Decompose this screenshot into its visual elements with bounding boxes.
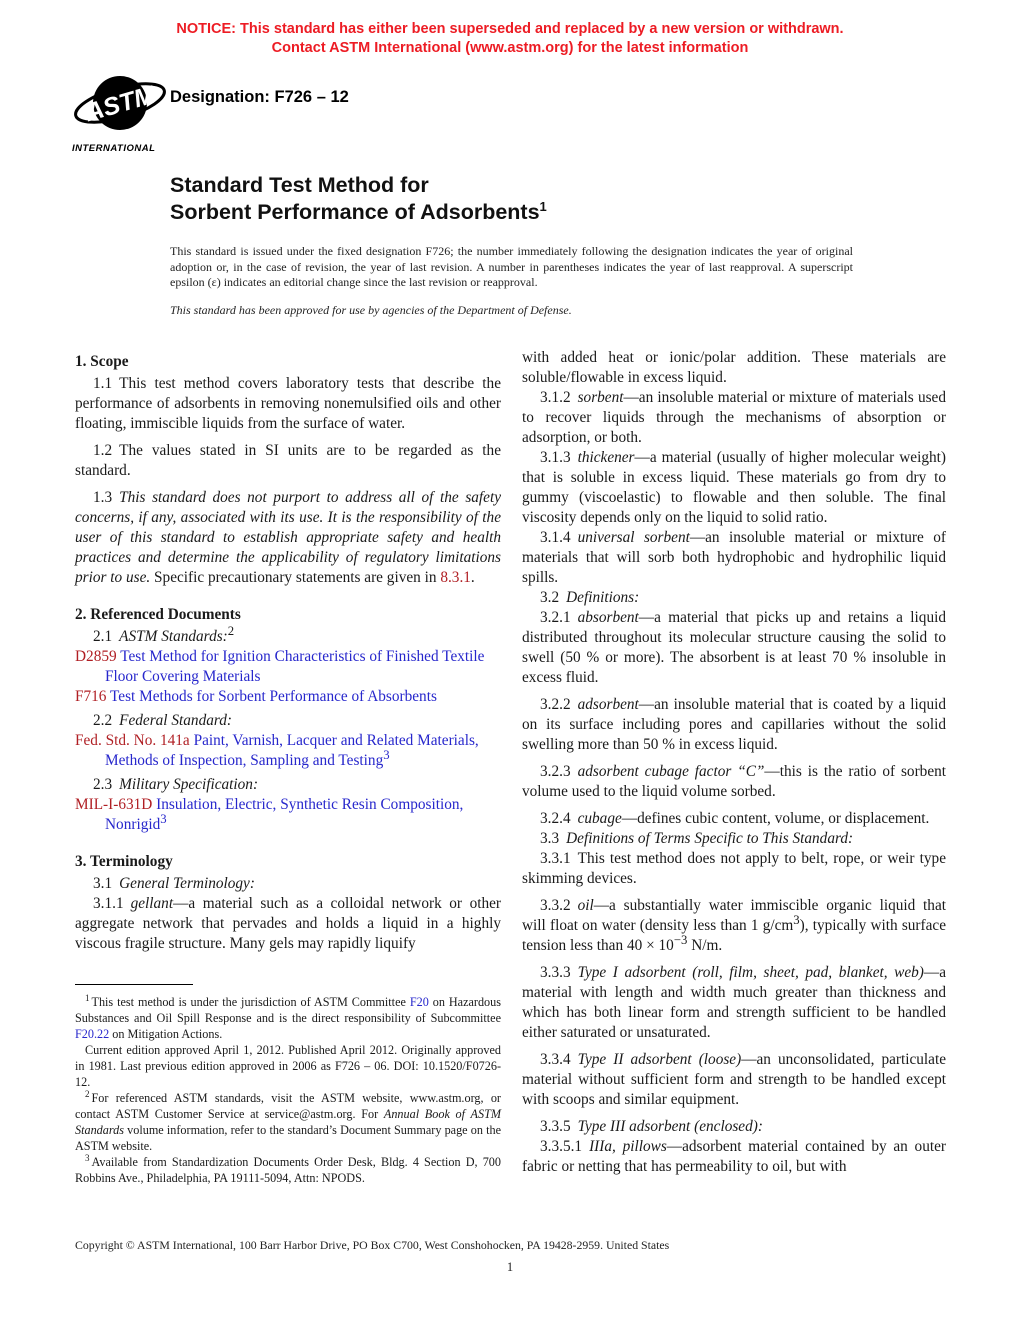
clause-text: This test method covers laboratory tests that describe the performance of adsorbents in removing nonemulsified oils and other floating, immiscible liquids from the surface of water. <box>75 375 501 432</box>
section-1-heading: 1. Scope <box>75 353 129 370</box>
paragraph-3-3-2 <box>522 896 946 956</box>
subsection-title: Type III adsorbent (enclosed): <box>577 1118 763 1135</box>
subsection-3-2 <box>522 588 946 608</box>
astm-d2859-title-link[interactable]: Test Method for Ignition Characteristics of Finished Textile Floor Covering Materials <box>105 648 485 685</box>
defined-term: Type I adsorbent (roll, film, sheet, pad, blanket, web) <box>577 964 924 981</box>
section-2-heading: 2. Referenced Documents <box>75 606 241 623</box>
reference-entry-d2859 <box>75 647 501 687</box>
subsection-title: Federal Standard: <box>119 712 232 729</box>
subsection-3-3-5 <box>522 1117 946 1137</box>
clause-8-3-1-link[interactable]: 8.3.1 <box>440 569 471 586</box>
definition-text: ), typically with surface tension less than 40 × 10 <box>522 917 946 954</box>
astm-logo <box>72 70 172 154</box>
title-footnote-marker: 1 <box>539 198 547 214</box>
committee-f20-link[interactable]: F20 <box>409 995 429 1009</box>
reference-entry-mil <box>75 795 501 835</box>
subsection-3-1 <box>75 874 501 894</box>
astm-f716-title-link[interactable]: Test Methods for Sorbent Performance of Absorbents <box>110 688 437 705</box>
fed-std-141a-link[interactable]: Fed. Std. No. 141a <box>75 732 190 749</box>
left-column <box>75 348 501 954</box>
clause-number: 1.3 <box>93 489 113 506</box>
designation: Designation: F726 – 12 <box>170 88 349 106</box>
subsection-title: ASTM Standards: <box>119 628 228 645</box>
astm-f716-link[interactable]: F716 <box>75 688 107 705</box>
footnote-edition: Current edition approved April 1, 2012. Published April 2012. Originally approved in 1981. Last previous edition approved in 2006 as F726 – 06. DOI: 10.1520/F0726-12. <box>75 1043 501 1089</box>
section-3-heading: 3. Terminology <box>75 853 173 870</box>
paragraph-3-3-5-1 <box>522 1137 946 1177</box>
dod-approval-note: This standard has been approved for use by agencies of the Department of Defense. <box>170 303 572 317</box>
clause-number: 3.3 <box>540 830 560 847</box>
clause-number: 3.1 <box>93 875 113 892</box>
definition-text: —an insoluble material that is coated by a liquid on its surface including pores and capillaries without the solid swelling more than 50 % in excess liquid. <box>522 696 946 753</box>
definition-text: —a material such as a colloidal network or other aggregate network that pervades and holds a liquid in a highly viscous fragile structure. Many gels may rapidly liquify <box>75 895 501 952</box>
defined-term: sorbent <box>577 389 624 406</box>
subsection-2-2 <box>75 711 501 731</box>
footnote-marker: 3 <box>85 1152 90 1163</box>
clause-number: 3.2.2 <box>540 696 571 713</box>
defined-term: thickener <box>577 449 635 466</box>
paragraph-3-2-2 <box>522 695 946 755</box>
clause-number: 3.2.1 <box>540 609 571 626</box>
definition-text: —an insoluble material or mixture of materials used to recover liquids through the mechanisms of absorption or adsorption, or both. <box>522 389 946 446</box>
footnote-ref: 3 <box>383 747 390 762</box>
paragraph-3-2-4 <box>522 809 946 829</box>
clause-number: 1.1 <box>93 375 113 392</box>
clause-text: Specific precautionary statements are given in <box>150 569 441 586</box>
paragraph-3-3-3 <box>522 963 946 1043</box>
subsection-title: General Terminology: <box>119 875 255 892</box>
paragraph-1-1 <box>75 374 501 434</box>
clause-number: 3.1.3 <box>540 449 571 466</box>
footnote-marker: 1 <box>85 992 90 1003</box>
clause-number: 3.3.5 <box>540 1118 571 1135</box>
mil-i-631d-title-link[interactable]: Insulation, Electric, Synthetic Resin Composition, Nonrigid <box>105 796 464 833</box>
definition-text: N/m. <box>687 937 723 954</box>
footnotes-block <box>75 984 501 1186</box>
paragraph-3-1-1 <box>75 894 501 954</box>
exponent: −3 <box>673 932 688 947</box>
clause-text-tail: . <box>470 569 475 586</box>
clause-number: 3.2.4 <box>540 810 571 827</box>
paragraph-3-1-3 <box>522 448 946 528</box>
notice-banner <box>0 20 1020 58</box>
book-title: Annual Book of ASTM Standards <box>75 1107 501 1137</box>
paragraph-1-2 <box>75 441 501 481</box>
footnote-ref: 3 <box>160 811 167 826</box>
astm-d2859-link[interactable]: D2859 <box>75 648 117 665</box>
footnote-marker: 2 <box>85 1088 90 1099</box>
clause-number: 3.3.1 <box>540 850 571 867</box>
footnote-2 <box>75 1090 501 1154</box>
clause-number: 3.3.5.1 <box>540 1138 583 1155</box>
footnote-text: This test method is under the jurisdiction of ASTM Committee <box>91 995 410 1009</box>
definition-text: —a material that picks up and retains a liquid distributed throughout its molecular structure causing the solid to swell (50 % or more). The absorbent is at least 70 % insoluble in excess fluid. <box>522 609 946 686</box>
issuance-note: This standard is issued under the fixed designation F726; the number immediately following the designation indicates the year of original adoption or, in the case of revision, the year of last revision. A number in parentheses indicates the year of last reapproval. A superscript epsilon (ε) indicates an editorial change since the last revision or reapproval. <box>170 244 853 289</box>
subsection-title: Definitions of Terms Specific to This Standard: <box>566 830 854 847</box>
definition-text: —a material (usually of higher molecular weight) that is soluble in excess liquid. These materials go from dry to gummy (viscoelastic) to flowable and then soluble. The final viscosity depends only on the liquid to solid ratio. <box>522 449 946 526</box>
title-line-1: Standard Test Method for <box>170 173 429 197</box>
clause-text: The values stated in SI units are to be regarded as the standard. <box>75 442 501 479</box>
fed-std-141a-title-link[interactable]: Paint, Varnish, Lacquer and Related Materials, Methods of Inspection, Sampling and Testing <box>105 732 479 769</box>
subcommittee-f20-22-link[interactable]: F20.22 <box>75 1027 110 1041</box>
paragraph-3-2-3 <box>522 762 946 802</box>
copyright-line: Copyright © ASTM International, 100 Barr Harbor Drive, PO Box C700, West Conshohocken, PA 19428-2959. United States <box>75 1238 670 1252</box>
paragraph-continuation: with added heat or ionic/polar addition. These materials are soluble/flowable in excess liquid. <box>522 349 946 386</box>
page-number: 1 <box>506 1260 514 1274</box>
paragraph-3-3-1 <box>522 849 946 889</box>
paragraph-3-1-4 <box>522 528 946 588</box>
paragraph-3-1-2 <box>522 388 946 448</box>
definition-text: —a substantially water immiscible organic liquid that will float on water (density less than 1 g/cm <box>522 897 946 934</box>
astm-globe-icon <box>72 70 167 142</box>
clause-number: 3.3.3 <box>540 964 571 981</box>
notice-line-2: Contact ASTM International (www.astm.org) for the latest information <box>271 40 749 56</box>
clause-number: 3.1.4 <box>540 529 571 546</box>
notice-line-1: NOTICE: This standard has either been superseded and replaced by a new version or withdrawn. <box>176 21 844 37</box>
footnote-ref: 2 <box>227 623 235 638</box>
defined-term: oil <box>577 897 594 914</box>
footnote-text: For referenced ASTM standards, visit the ASTM website, www.astm.org, or contact ASTM Customer Service at service@astm.org. For <box>75 1091 501 1121</box>
title-line-2 <box>170 199 547 226</box>
paragraph-1-3 <box>75 488 501 588</box>
subsection-2-1 <box>75 623 501 647</box>
reference-entry-f716 <box>75 687 501 707</box>
footnote-text: Available from Standardization Documents Order Desk, Bldg. 4 Section D, 700 Robbins Ave., Philadelphia, PA 19111-5094, Attn: NPODS. <box>75 1155 501 1185</box>
clause-number: 1.2 <box>93 442 113 459</box>
document-title <box>170 172 547 226</box>
defined-term: absorbent <box>577 609 639 626</box>
caveat-text: This standard does not purport to address all of the safety concerns, if any, associated with its use. It is the responsibility of the user of this standard to establish appropriate safety and health practices and determine the applicability of regulatory limitations prior to use. <box>75 489 501 586</box>
clause-number: 3.1.1 <box>93 895 124 912</box>
defined-term: gellant <box>130 895 174 912</box>
clause-number: 2.1 <box>93 628 113 645</box>
defined-term: cubage <box>577 810 622 827</box>
clause-number: 3.2 <box>540 589 560 606</box>
clause-number: 3.2.3 <box>540 763 571 780</box>
defined-term: adsorbent cubage factor “C” <box>577 763 765 780</box>
paragraph-3-2-1 <box>522 608 946 688</box>
clause-number: 3.3.4 <box>540 1051 571 1068</box>
definition-text: —defines cubic content, volume, or displacement. <box>621 810 930 827</box>
mil-i-631d-link[interactable]: MIL-I-631D <box>75 796 153 813</box>
subsection-2-3 <box>75 775 501 795</box>
definition-text: —this is the ratio of sorbent volume used to the liquid volume sorbed. <box>522 763 947 800</box>
astm-logo-text: ASTM <box>82 80 159 128</box>
definition-text: —an insoluble material or mixture of materials that will sorb both hydrophobic and hydrophilic liquid spills. <box>522 529 946 586</box>
footnote-text: volume information, refer to the standard’s Document Summary page on the ASTM website. <box>75 1123 501 1153</box>
subsection-title: Military Specification: <box>119 776 259 793</box>
footnote-3 <box>75 1154 501 1186</box>
defined-term: Type II adsorbent (loose) <box>577 1051 742 1068</box>
defined-term: adsorbent <box>577 696 639 713</box>
definition-text: —a material with length and width much greater than thickness and which has both linear form and strength sufficient to be handled either saturated or unsaturated. <box>522 964 946 1041</box>
subsection-3-3 <box>522 829 946 849</box>
definition-text: —adsorbent material contained by an outer fabric or netting that has permeability to oil, but with <box>522 1138 946 1175</box>
subsection-title: Definitions: <box>566 589 640 606</box>
clause-number: 3.1.2 <box>540 389 571 406</box>
right-column <box>522 348 946 1177</box>
clause-number: 3.3.2 <box>540 897 571 914</box>
paragraph-3-3-4 <box>522 1050 946 1110</box>
title-text: Sorbent Performance of Adsorbents <box>170 200 540 224</box>
footnote-divider <box>75 984 193 985</box>
clause-number: 2.2 <box>93 712 113 729</box>
definition-text: —an unconsolidated, particulate material without sufficient form and strength to be handled except with scoops and similar equipment. <box>522 1051 946 1108</box>
footnote-1 <box>75 994 501 1042</box>
astm-logo-caption: INTERNATIONAL <box>72 143 156 154</box>
footnote-text: on Hazardous Substances and Oil Spill Response and is the direct responsibility of Subcommittee <box>75 995 501 1025</box>
exponent: 3 <box>793 912 800 927</box>
reference-entry-fed-std <box>75 731 501 771</box>
clause-number: 2.3 <box>93 776 113 793</box>
footnote-text: on Mitigation Actions. <box>109 1027 223 1041</box>
defined-term: IIIa, pillows <box>589 1138 667 1155</box>
defined-term: universal sorbent <box>577 529 690 546</box>
clause-text: This test method does not apply to belt, rope, or weir type skimming devices. <box>522 850 946 887</box>
